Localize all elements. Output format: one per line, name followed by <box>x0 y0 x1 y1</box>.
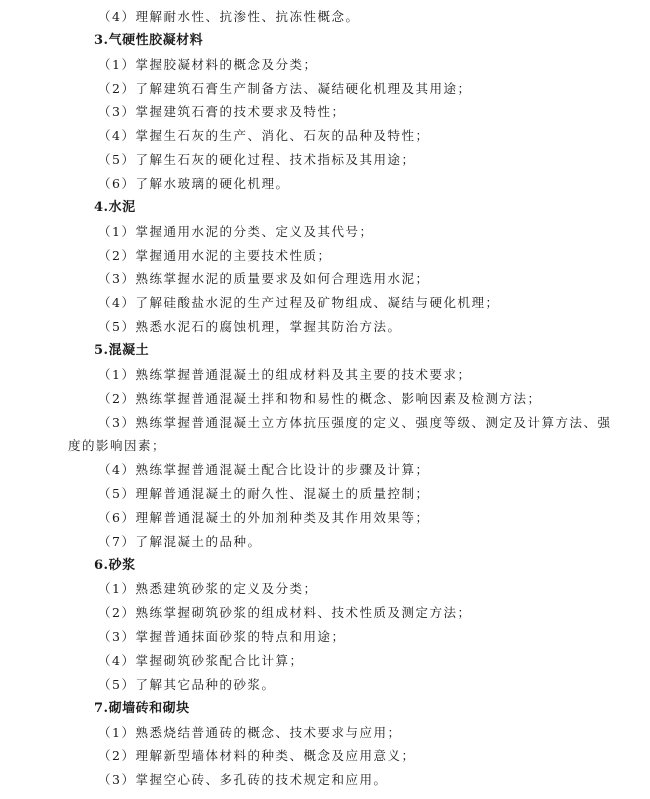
list-item: （4）理解耐水性、抗渗性、抗冻性概念。 <box>98 9 360 24</box>
list-item: （1）熟悉建筑砂浆的定义及分类； <box>98 581 318 597</box>
list-item: （3）掌握建筑石膏的技术要求及特性； <box>98 104 346 120</box>
list-item: （5）熟悉水泥石的腐蚀机理，掌握其防治方法。 <box>98 319 402 335</box>
section-heading: 6.砂浆 <box>94 557 136 573</box>
list-item: （6）了解水玻璃的硬化机理。 <box>98 176 290 191</box>
section-heading: 4.水泥 <box>94 199 136 215</box>
section-heading: 5.混凝土 <box>94 342 150 358</box>
list-item: （4）熟练掌握普通混凝土配合比设计的步骤及计算； <box>98 462 430 478</box>
list-item: （6）理解普通混凝土的外加剂种类及其作用效果等； <box>98 509 430 525</box>
list-item: （3）掌握普通抹面砂浆的特点和用途； <box>98 629 346 645</box>
list-item: （2）掌握通用水泥的主要技术性质； <box>98 247 332 263</box>
section-heading: 3.气硬性胶凝材料 <box>94 32 204 48</box>
list-item: （2）理解新型墙体材料的种类、概念及应用意义； <box>98 748 416 764</box>
list-item: （2）了解建筑石膏生产制备方法、凝结硬化机理及其用途； <box>98 80 472 96</box>
list-item: （4）了解硅酸盐水泥的生产过程及矿物组成、凝结与硬化机理； <box>98 295 500 311</box>
list-item: （1）掌握胶凝材料的概念及分类； <box>98 56 318 72</box>
list-item: （4）掌握砌筑砂浆配合比计算； <box>98 653 304 668</box>
list-item: （7）了解混凝土的品种。 <box>98 533 262 549</box>
list-item: （4）掌握生石灰的生产、消化、石灰的品种及特性； <box>98 128 430 144</box>
list-item: （3）熟练掌握水泥的质量要求及如何合理选用水泥； <box>98 271 430 287</box>
list-item: （1）熟练掌握普通混凝土的组成材料及其主要的技术要求； <box>98 366 472 382</box>
list-item-continuation: 度的影响因素； <box>68 438 167 454</box>
list-item: （1）熟悉烧结普通砖的概念、技术要求与应用； <box>98 724 402 740</box>
section-heading: 7.砌墙砖和砌块 <box>94 700 190 716</box>
list-item: （5）了解其它品种的砂浆。 <box>98 676 276 692</box>
list-item: （3）熟练掌握普通混凝土立方体抗压强度的定义、强度等级、测定及计算方法、强 <box>98 414 612 430</box>
list-item: （1）掌握通用水泥的分类、定义及其代号； <box>98 223 374 239</box>
list-item: （2）熟练掌握普通混凝土拌和物和易性的概念、影响因素及检测方法； <box>98 390 542 406</box>
list-item: （5）了解生石灰的硬化过程、技术指标及其用途； <box>98 152 416 168</box>
list-item: （5）理解普通混凝土的耐久性、混凝土的质量控制； <box>98 486 430 501</box>
list-item: （2）熟练掌握砌筑砂浆的组成材料、技术性质及测定方法； <box>98 605 472 621</box>
list-item: （3）掌握空心砖、多孔砖的技术规定和应用。 <box>98 772 388 788</box>
